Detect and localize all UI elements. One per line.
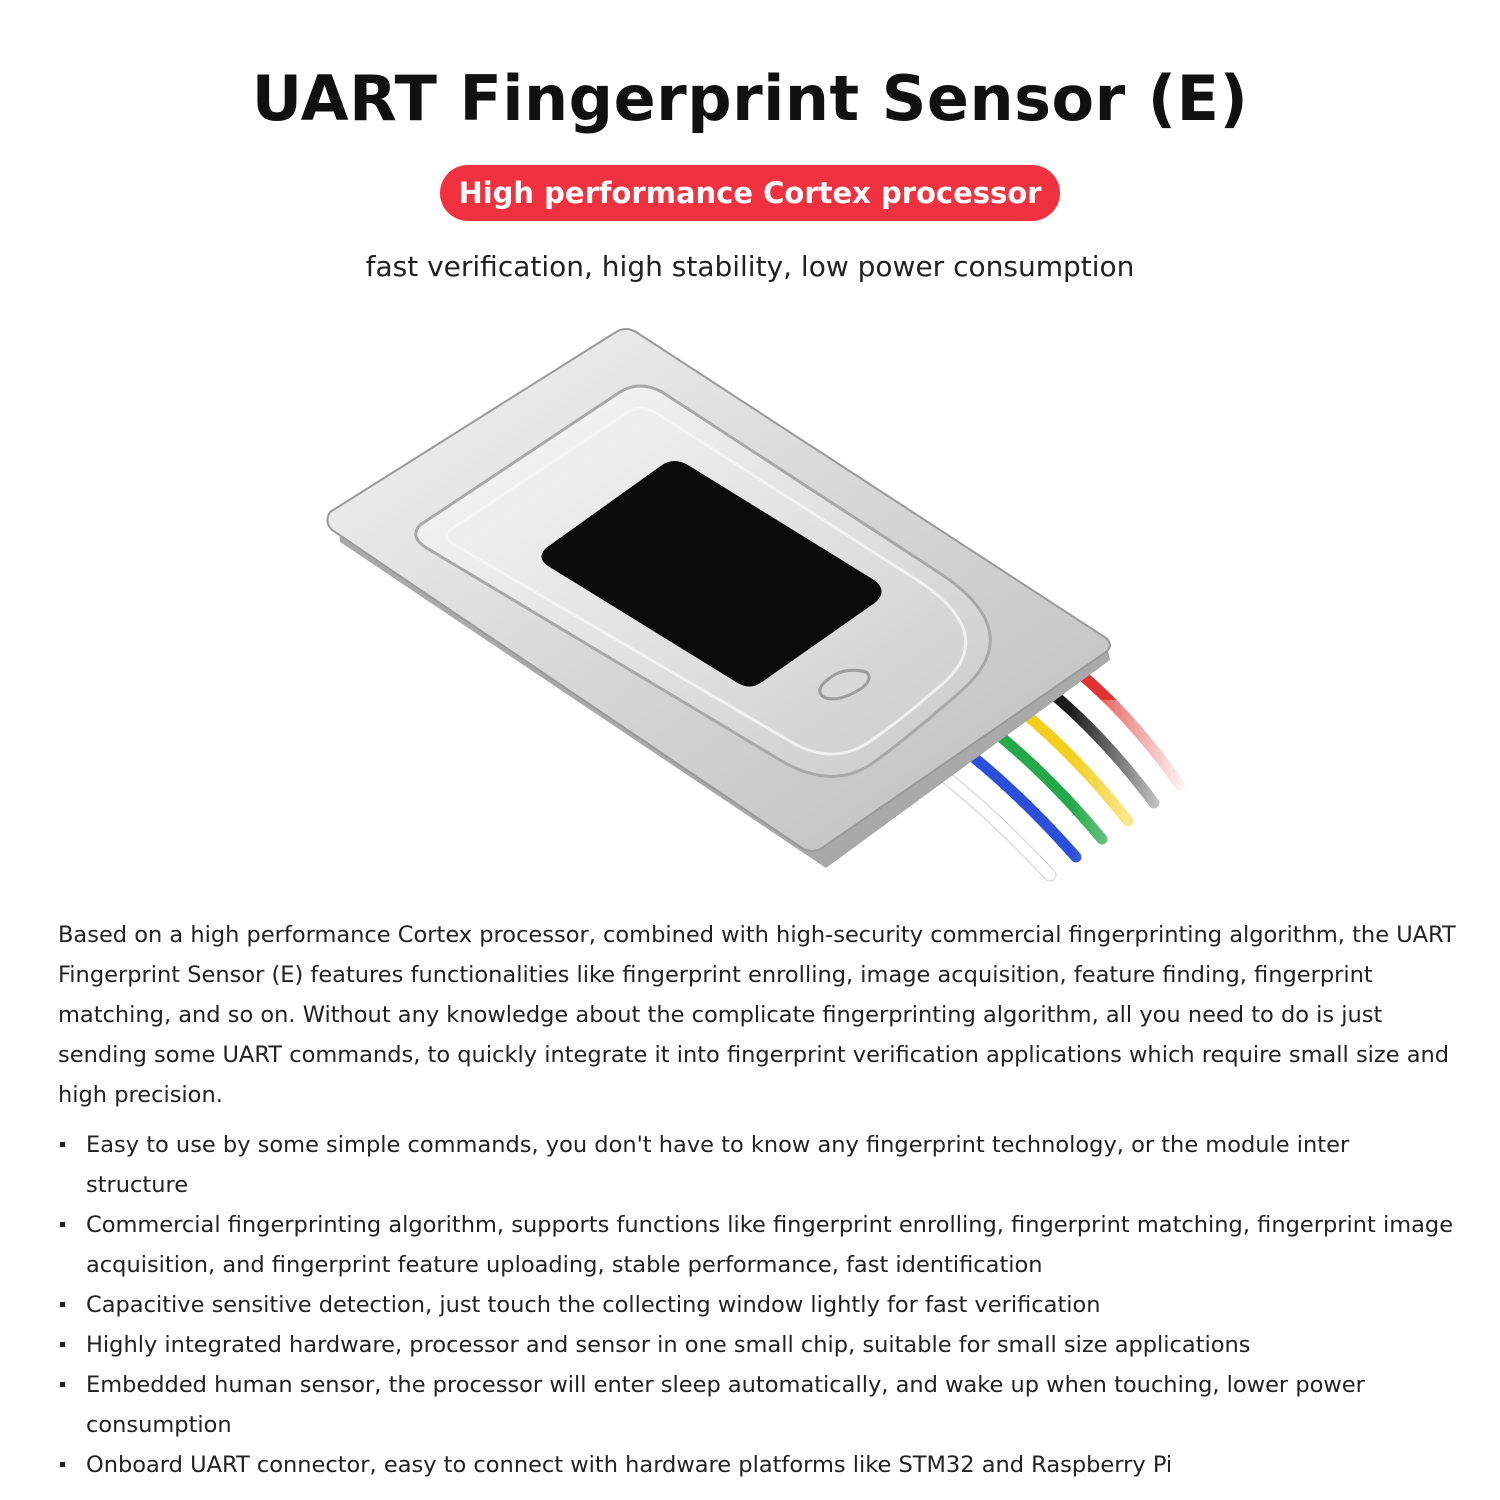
feature-item	[58, 1125, 1458, 1205]
wire-fade	[1070, 700, 1190, 910]
feature-item	[58, 1325, 1458, 1365]
feature-item	[58, 1205, 1458, 1285]
bullet-icon	[60, 1142, 65, 1147]
feature-badge: High performance Cortex processor	[440, 165, 1060, 221]
feature-item	[58, 1445, 1458, 1485]
feature-text: Embedded human sensor, the processor will enter sleep automatically, and wake up when touching, lower power consumption	[86, 1372, 1365, 1438]
feature-text: Capacitive sensitive detection, just touch the collecting window lightly for fast verification	[86, 1292, 1101, 1318]
bullet-icon	[60, 1462, 65, 1467]
feature-text: Highly integrated hardware, processor and sensor in one small chip, suitable for small size applications	[86, 1332, 1251, 1358]
feature-item	[58, 1365, 1458, 1445]
bullet-icon	[60, 1302, 65, 1307]
bullet-icon	[60, 1342, 65, 1347]
feature-text: Onboard UART connector, easy to connect with hardware platforms like STM32 and Raspberry Pi	[86, 1452, 1173, 1478]
bullet-icon	[60, 1382, 65, 1387]
feature-text: Commercial fingerprinting algorithm, supports functions like fingerprint enrolling, fingerprint matching, fingerprint image acquisition, and fingerprint feature uploading, stable performance, fast identification	[86, 1212, 1454, 1278]
feature-list	[58, 1125, 1458, 1485]
description-paragraph: Based on a high performance Cortex processor, combined with high-security commercial fingerprinting algorithm, the UART Fingerprint Sensor (E) features functionalities like fingerprint enrolling, image acquisition, feature finding, fingerprint matching, and so on. Without any knowledge about the complicate fingerprinting algorithm, all you need to do is just sending some UART commands, to quickly integrate it into fingerprint verification applications which require small size and high precision.	[58, 922, 1456, 1108]
bullet-icon	[60, 1222, 65, 1227]
fingerprint-sensor-icon	[310, 320, 1190, 910]
feature-item	[58, 1285, 1458, 1325]
feature-text: Easy to use by some simple commands, you don't have to know any fingerprint technology, or the module inter structure	[86, 1132, 1350, 1198]
product-image	[310, 320, 1190, 910]
subtitle: fast verification, high stability, low power consumption	[365, 250, 1135, 283]
page-title: UART Fingerprint Sensor (E)	[251, 62, 1249, 135]
